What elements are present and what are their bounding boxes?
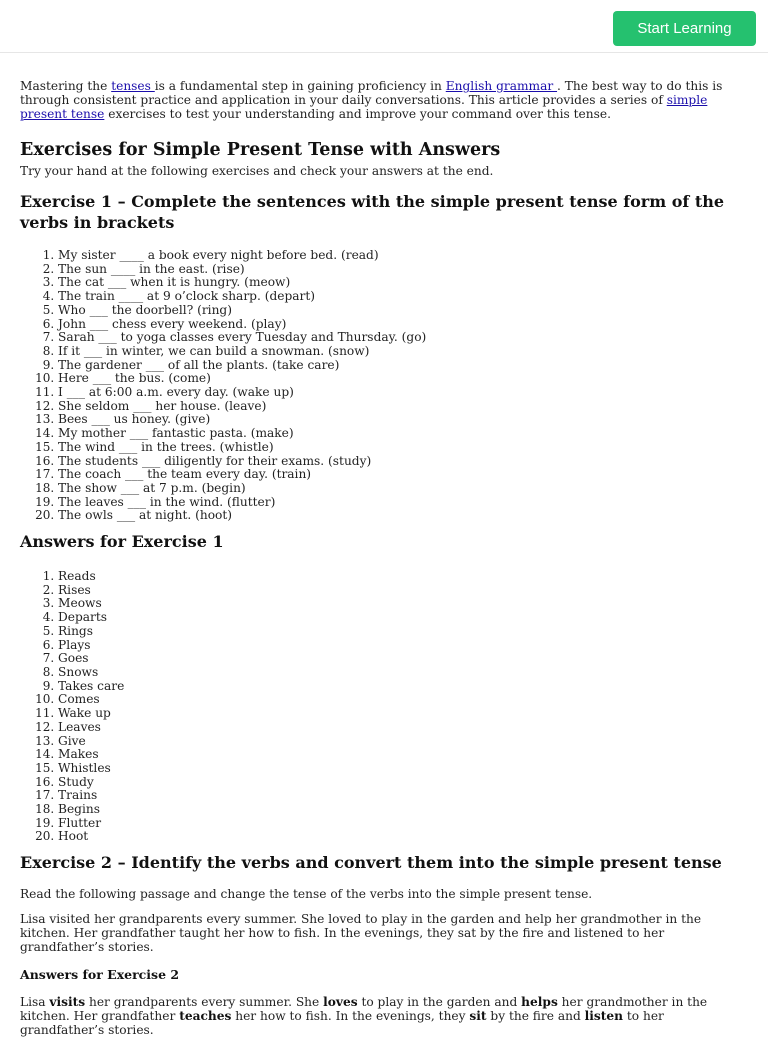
answer-verb: visits — [49, 995, 86, 1010]
answer-1-item: 16. Study — [58, 776, 750, 790]
exercise-1-item: 5. Who ___ the doorbell? (ring) — [58, 304, 750, 318]
answer-1-item: 11. Wake up — [58, 707, 750, 721]
answer-1-item: 8. Snows — [58, 666, 750, 680]
answer-1-item: 14. Makes — [58, 748, 750, 762]
exercise-1-heading: Exercise 1 – Complete the sentences with the simple present tense form of the verbs in brackets — [20, 192, 725, 232]
top-bar — [0, 0, 768, 53]
exercise-1-item: 11. I ___ at 6:00 a.m. every day. (wake up) — [58, 386, 750, 400]
start-learning-button[interactable]: Start Learning — [613, 11, 756, 46]
answer-1-item: 5. Rings — [58, 625, 750, 639]
article-content — [20, 79, 750, 1037]
answer-text: by the fire and — [486, 1009, 585, 1024]
exercise-1-item: 17. The coach ___ the team every day. (train) — [58, 468, 750, 482]
answer-1-item: 7. Goes — [58, 652, 750, 666]
exercise-1-item: 9. The gardener ___ of all the plants. (take care) — [58, 359, 750, 373]
answer-1-item: 12. Leaves — [58, 721, 750, 735]
answers-1-list — [20, 570, 750, 844]
tenses-link[interactable]: tenses — [111, 79, 155, 93]
answer-verb: listen — [584, 1009, 624, 1024]
intro-text-2: is a fundamental step in gaining proficiency in — [154, 79, 446, 93]
answer-1-item: 15. Whistles — [58, 762, 750, 776]
answer-text: her how to fish. In the evenings, they — [231, 1009, 470, 1024]
answer-verb: teaches — [179, 1009, 232, 1024]
answer-text: her grandparents every summer. She — [85, 995, 324, 1010]
answer-1-item: 3. Meows — [58, 597, 750, 611]
exercise-1-item: 7. Sarah ___ to yoga classes every Tuesday and Thursday. (go) — [58, 331, 750, 345]
english-grammar-link[interactable]: English grammar — [445, 79, 558, 93]
answer-1-item: 13. Give — [58, 735, 750, 749]
answer-1-item: 2. Rises — [58, 584, 750, 598]
answers-2-paragraph — [20, 995, 750, 1037]
exercise-1-item: 10. Here ___ the bus. (come) — [58, 372, 750, 386]
answer-verb: sit — [469, 1009, 487, 1024]
exercise-1-item: 6. John ___ chess every weekend. (play) — [58, 318, 750, 332]
exercise-1-item: 4. The train ____ at 9 o’clock sharp. (depart) — [58, 290, 750, 304]
answer-text: her grandmother in the kitchen. Her grandfather — [20, 995, 708, 1024]
answer-1-item: 9. Takes care — [58, 680, 750, 694]
answer-1-item: 20. Hoot — [58, 830, 750, 844]
main-heading: Exercises for Simple Present Tense with Answers — [20, 140, 501, 160]
exercise-2-instruction: Read the following passage and change the tense of the verbs into the simple present tense. — [20, 887, 593, 902]
answer-1-item: 1. Reads — [58, 570, 750, 584]
exercise-1-item: 13. Bees ___ us honey. (give) — [58, 413, 750, 427]
answer-1-item: 18. Begins — [58, 803, 750, 817]
answer-verb: helps — [521, 995, 558, 1010]
exercise-1-item: 12. She seldom ___ her house. (leave) — [58, 400, 750, 414]
try-text: Try your hand at the following exercises and check your answers at the end. — [20, 164, 494, 178]
exercise-1-item: 2. The sun ____ in the east. (rise) — [58, 263, 750, 277]
exercise-1-item: 3. The cat ___ when it is hungry. (meow) — [58, 276, 750, 290]
answer-verb: loves — [323, 995, 358, 1010]
intro-text-4: exercises to test your understanding and improve your command over this tense. — [104, 107, 611, 121]
answers-2-heading: Answers for Exercise 2 — [20, 967, 180, 983]
intro-text-1: Mastering the — [20, 79, 112, 93]
exercise-1-list — [20, 249, 750, 523]
answer-1-item: 19. Flutter — [58, 817, 750, 831]
answer-1-item: 17. Trains — [58, 789, 750, 803]
simple-present-tense-link[interactable]: simple present tense — [20, 93, 708, 121]
exercise-2-passage: Lisa visited her grandparents every summer. She loved to play in the garden and help her grandmother in the kitchen. Her grandfather taught her how to fish. In the evenings, they sat by the fire and listened to her grandfather’s stories. — [20, 912, 702, 955]
exercise-1-item: 1. My sister ____ a book every night before bed. (read) — [58, 249, 750, 263]
answer-1-item: 10. Comes — [58, 693, 750, 707]
exercise-1-item: 16. The students ___ diligently for their exams. (study) — [58, 455, 750, 469]
exercise-1-item: 20. The owls ___ at night. (hoot) — [58, 509, 750, 523]
intro-paragraph — [20, 79, 750, 121]
exercise-1-item: 15. The wind ___ in the trees. (whistle) — [58, 441, 750, 455]
exercise-1-item: 18. The show ___ at 7 p.m. (begin) — [58, 482, 750, 496]
answer-text: to her grandfather’s stories. — [20, 1009, 664, 1037]
intro-text-3: . The best way to do this is through consistent practice and application in your daily conversations. This article provides a series of — [20, 79, 723, 107]
answer-text: Lisa — [20, 995, 50, 1010]
answer-text: to play in the garden and — [357, 995, 522, 1010]
exercise-1-item: 19. The leaves ___ in the wind. (flutter) — [58, 496, 750, 510]
answer-1-item: 4. Departs — [58, 611, 750, 625]
answer-1-item: 6. Plays — [58, 639, 750, 653]
answers-1-heading: Answers for Exercise 1 — [20, 532, 224, 552]
exercise-1-item: 14. My mother ___ fantastic pasta. (make) — [58, 427, 750, 441]
exercise-2-heading: Exercise 2 – Identify the verbs and convert them into the simple present tense — [20, 853, 722, 873]
exercise-1-item: 8. If it ___ in winter, we can build a snowman. (snow) — [58, 345, 750, 359]
